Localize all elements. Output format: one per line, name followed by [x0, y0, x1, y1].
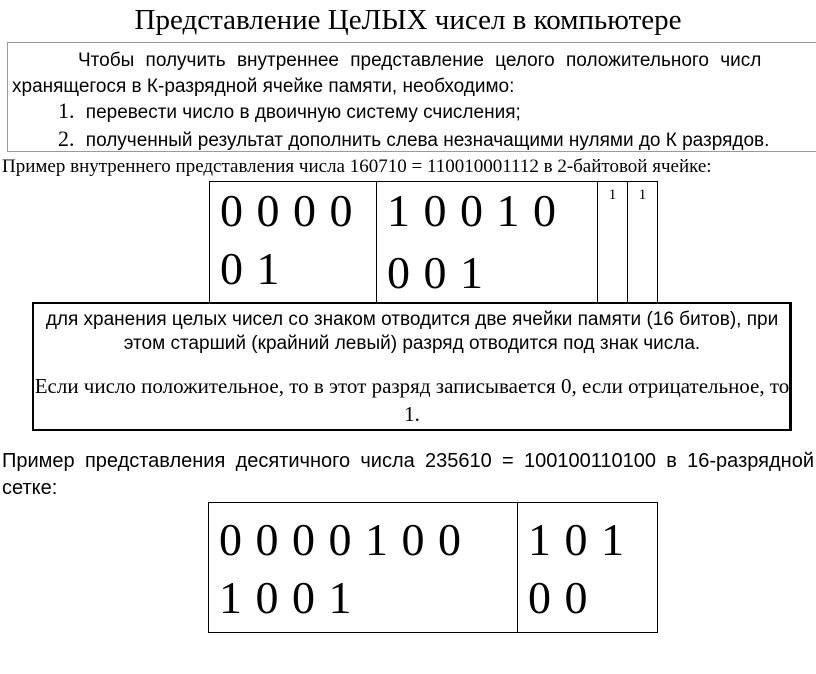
page-title: Представление ЦеЛЫХ чисел в компьютере	[134, 4, 682, 36]
intro-line-2: хранящегося в К-разрядной ячейке памяти, необходимо:	[12, 76, 515, 97]
bit-line: 1 0 0 1	[219, 572, 353, 623]
bit-line: 1	[638, 187, 647, 203]
step-number: 2.	[58, 126, 75, 151]
bit-cell	[208, 502, 518, 633]
bit-cell	[376, 181, 598, 303]
signed-note-text-2: Если число положительное, то в этот разряд записывается 0, если отрицательное, то 1.	[34, 374, 790, 426]
bit-cell	[517, 502, 658, 633]
bit-cell	[627, 181, 658, 303]
bit-line: 1	[608, 187, 617, 203]
bit-cell	[597, 181, 628, 303]
step-item-1	[58, 98, 521, 126]
intro-line-1: Чтобы получить внутреннее представление целого положительного числ	[78, 50, 762, 71]
bit-line: 0 1	[220, 243, 281, 294]
bit-line: 0 0 0 0	[220, 185, 354, 236]
bit-line: 0 0 1	[387, 247, 484, 298]
step-text: перевести число в двоичную систему счисления;	[85, 102, 521, 123]
example1-caption: Пример внутреннего представления числа 160710 = 110010001112 в 2-байтовой ячейке:	[2, 156, 712, 177]
step-number: 1.	[58, 98, 75, 123]
step-text: полученный результат дополнить слева незначащими нулями до К разрядов.	[85, 130, 770, 151]
intro-paragraph	[12, 48, 816, 100]
signed-note-text-1: для хранения целых чисел со знаком отводится две ячейки памяти (16 битов), при этом старший (крайний левый) разряд отводится под знак числа.	[45, 309, 779, 354]
bit-cell	[209, 181, 377, 303]
bit-line: 0 0	[528, 572, 589, 623]
bit-line: 1 0 0 1 0	[387, 185, 557, 236]
bit-line: 1 0 1	[528, 514, 625, 565]
bit-line: 0 0 0 0 1 0 0	[219, 514, 462, 565]
step-item-2	[58, 126, 769, 154]
example2-caption: Пример представления десятичного числа 235610 = 100100110100 в 16-разрядной сетке:	[2, 450, 814, 499]
